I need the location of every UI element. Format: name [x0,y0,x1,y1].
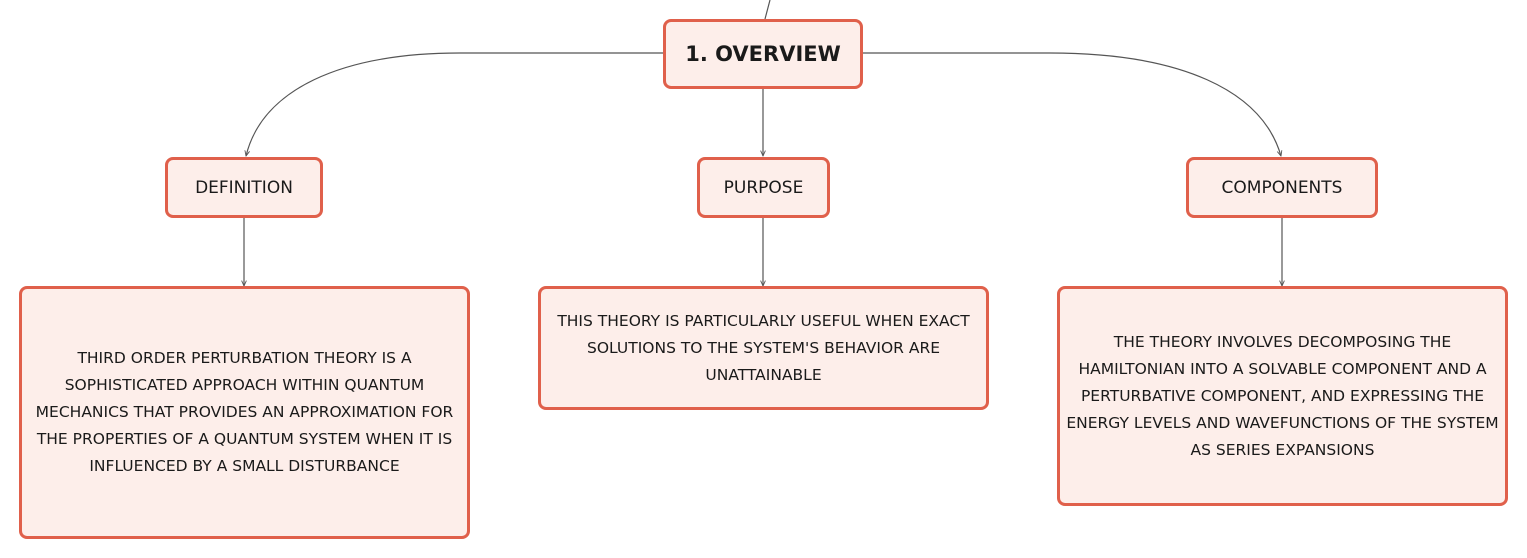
branch-node-components[interactable] [1186,157,1378,218]
description-node-components[interactable] [1057,286,1508,506]
branch-node-label: DEFINITION [195,177,293,198]
root-node-overview[interactable] [663,19,863,89]
description-node-purpose[interactable] [538,286,989,410]
description-text: THIRD ORDER PERTURBATION THEORY IS A SOPHISTICATED APPROACH WITHIN QUANTUM MECHANICS THAT PROVIDES AN APPROXIMATION FOR THE PROPERTIES OF A QUANTUM SYSTEM WHEN IT IS INFLUENCED BY A SMALL DISTURBANCE [35,349,454,475]
connector-root-definition [246,53,663,156]
branch-node-label: COMPONENTS [1221,177,1343,198]
description-text: THE THEORY INVOLVES DECOMPOSING THE HAMILTONIAN INTO A SOLVABLE COMPONENT AND A PERTURBATIVE COMPONENT, AND EXPRESSING THE ENERGY LEVELS AND WAVEFUNCTIONS OF THE SYSTEM AS SERIES EXPANSIONS [1066,332,1499,459]
root-node-label: 1. OVERVIEW [685,42,841,66]
connector-root-components [863,53,1281,156]
branch-node-definition[interactable] [165,157,323,218]
incoming-connector [765,0,770,19]
branch-node-purpose[interactable] [697,157,830,218]
description-text: THIS THEORY IS PARTICULARLY USEFUL WHEN EXACT SOLUTIONS TO THE SYSTEM'S BEHAVIOR ARE UNATTAINABLE [557,311,970,384]
description-node-definition[interactable] [19,286,470,539]
branch-node-label: PURPOSE [723,177,804,198]
